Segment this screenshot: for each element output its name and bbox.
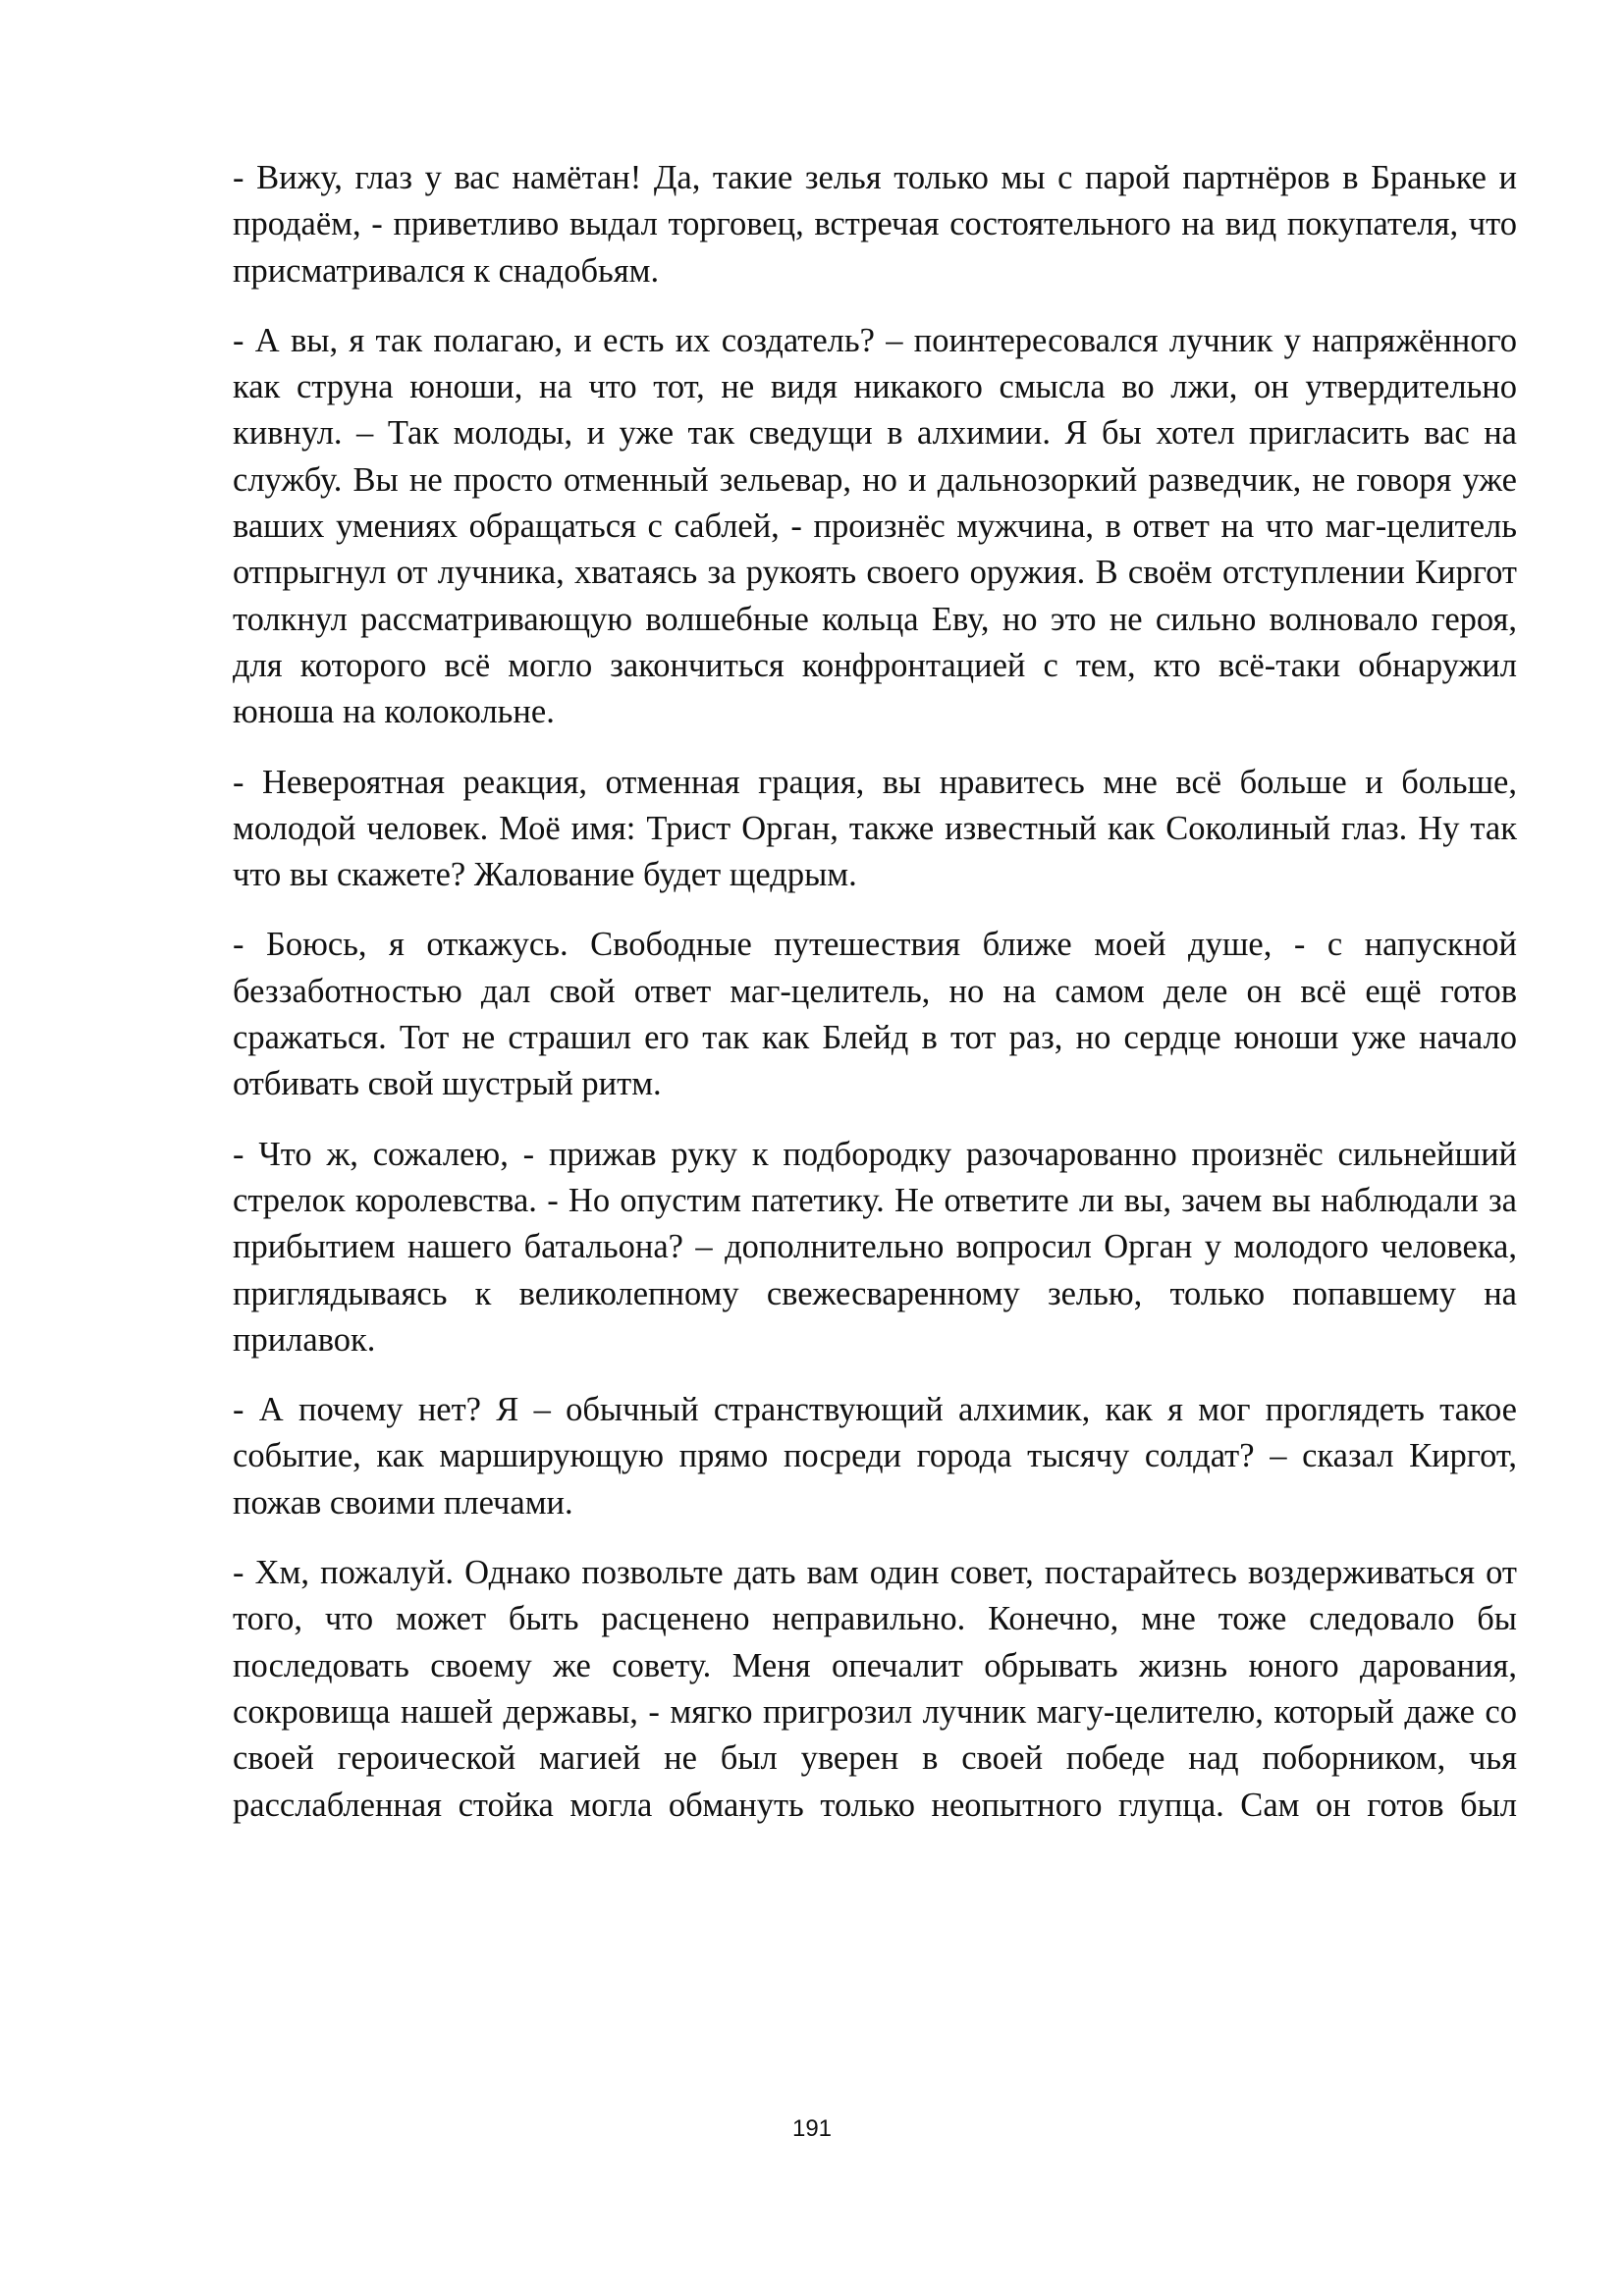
page-body xyxy=(233,155,1517,1852)
paragraph-1: - Вижу, глаз у вас намётан! Да, такие зелья только мы с парой партнёров в Браньке и продаём, - приветливо выдал торговец, встречая состоятельного на вид покупателя, что присматривался к снадобьям. xyxy=(233,159,1517,290)
page-number: 191 xyxy=(791,2115,833,2142)
paragraph-3: - Невероятная реакция, отменная грация, вы нравитесь мне всё больше и больше, молодой человек. Моё имя: Трист Орган, также известный как Соколиный глаз. Ну так что вы скажете? Жалование будет щедрым. xyxy=(233,763,1517,894)
paragraph-7: - Хм, пожалуй. Однако позвольте дать вам один совет, постарайтесь воздерживаться от того, что может быть расценено неправильно. Конечно, мне тоже следовало бы последовать своему же совету. Меня опечалит обрывать жизнь юного дарования, сокровища нашей державы, - мягко пригрозил лучник магу-целителю, который даже со своей героической магией не был уверен в своей победе над поборником, чья расслабленная стойка могла обмануть только неопытного глупца. Сам он готов был xyxy=(233,1554,1517,1824)
paragraph-2: - А вы, я так полагаю, и есть их создатель? – поинтересовался лучник у напряжённого как струна юноши, на что тот, не видя никакого смысла во лжи, он утвердительно кивнул. – Так молоды, и уже так сведущи в алхимии. Я бы хотел пригласить вас на службу. Вы не просто отменный зельевар, но и дальнозоркий разведчик, не говоря уже ваших умениях обращаться с саблей, - произнёс мужчина, в ответ на что маг-целитель отпрыгнул от лучника, хватаясь за рукоять своего оружия. В своём отступлении Киргот толкнул рассматривающую волшебные кольца Еву, но это не сильно волновало героя, для которого всё могло закончиться конфронтацией с тем, кто всё-таки обнаружил юноша на колокольне. xyxy=(233,321,1517,731)
paragraph-5: - Что ж, сожалею, - прижав руку к подбородку разочарованно произнёс сильнейший стрелок королевства. - Но опустим патетику. Не ответите ли вы, зачем вы наблюдали за прибытием нашего батальона? – дополнительно вопросил Орган у молодого человека, приглядываясь к великолепному свежесваренному зелью, только попавшему на прилавок. xyxy=(233,1135,1517,1359)
paragraph-6: - А почему нет? Я – обычный странствующий алхимик, как я мог проглядеть такое событие, как марширующую прямо посреди города тысячу солдат? – сказал Киргот, пожав своими плечами. xyxy=(233,1391,1517,1522)
paragraph-4: - Боюсь, я откажусь. Свободные путешествия ближе моей душе, - с напускной беззаботностью дал свой ответ маг-целитель, но на самом деле он всё ещё готов сражаться. Тот не страшил его так как Блейд в тот раз, но сердце юноши уже начало отбивать свой шустрый ритм. xyxy=(233,926,1517,1103)
